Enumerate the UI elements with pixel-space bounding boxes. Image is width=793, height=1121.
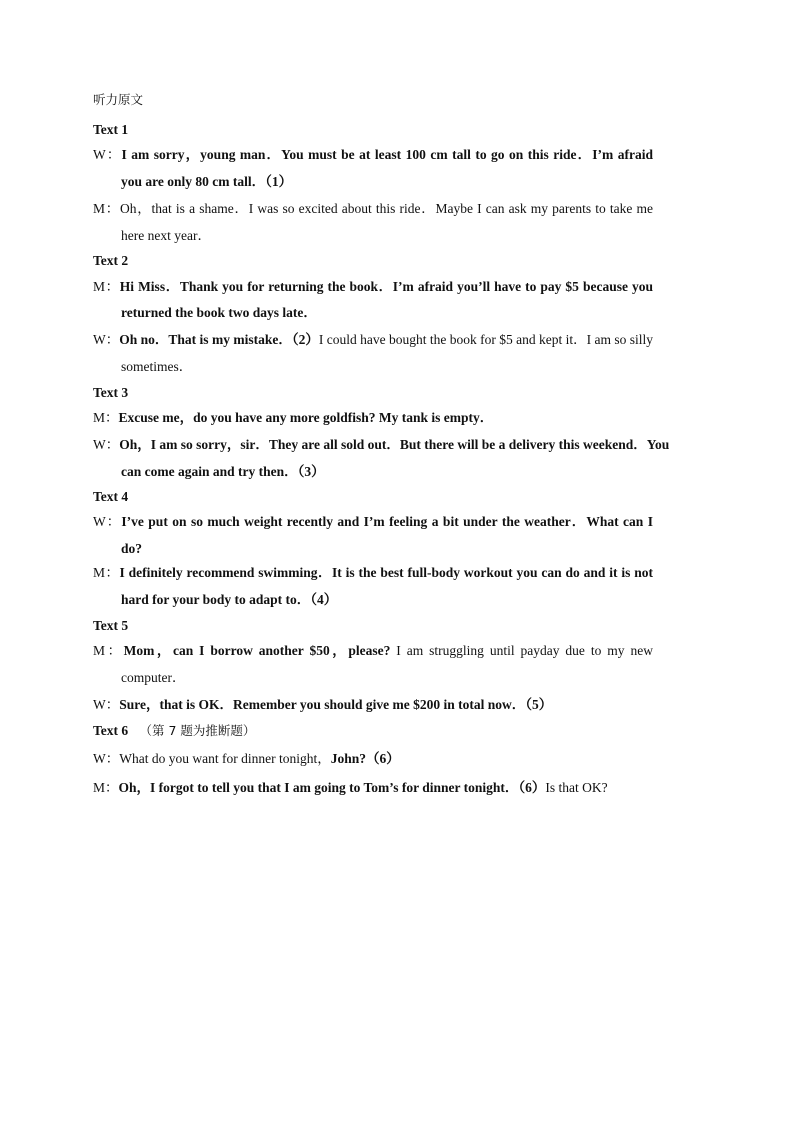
line-bold-text: Hi Miss．Thank you for returning the book．I’m afraid you’ll have to pay $5 because you [119, 279, 653, 294]
dialogue-line-continuation: computer． [121, 670, 186, 685]
dialogue-line [93, 330, 653, 350]
section-heading-label: Text 6 [93, 723, 129, 738]
speaker-label: M： [93, 565, 120, 580]
line-normal-text: I am struggling until payday due to my new [390, 643, 653, 658]
dialogue-line [93, 563, 653, 583]
section-heading-text-2: Text 2 [93, 253, 129, 268]
speaker-label: M： [93, 279, 120, 294]
section-heading-text-3: Text 3 [93, 385, 129, 400]
dialogue-line-continuation: you are only 80 cm tall．（1） [121, 174, 293, 189]
dialogue-line [93, 778, 653, 798]
line-normal-text: What do you want for dinner tonight， [119, 751, 331, 766]
speaker-label: W： [93, 332, 120, 347]
speaker-label: W： [93, 514, 122, 529]
speaker-label: W： [93, 147, 122, 162]
speaker-label: M： [93, 410, 119, 425]
line-bold-text: I’ve put on so much weight recently and I’m feeling a bit under the weather．What can I [121, 514, 653, 529]
dialogue-line [93, 512, 653, 532]
line-bold-text: I definitely recommend swimming．It is the best full-body workout you can do and it is not [119, 565, 653, 580]
dialogue-line-continuation: can come again and try then．（3） [121, 464, 325, 479]
line-bold-text: Oh，I am so sorry，sir．They are all sold out．But there will be a delivery this weekend．You [119, 437, 670, 452]
dialogue-line [93, 749, 653, 769]
line-bold-text: John?（6） [330, 751, 400, 766]
line-normal-text: Is that OK? [545, 780, 608, 795]
line-bold-text: Oh，I forgot to tell you that I am going to Tom’s for dinner tonight．（6） [118, 780, 546, 795]
dialogue-line [93, 695, 653, 715]
dialogue-line-continuation: here next year． [121, 228, 211, 243]
line-normal-text: I could have bought the book for $5 and kept it．I am so silly [318, 332, 653, 347]
speaker-label: M： [93, 643, 124, 658]
speaker-label: W： [93, 751, 120, 766]
speaker-label: M： [93, 780, 119, 795]
speaker-label: W： [93, 697, 120, 712]
dialogue-line [93, 641, 653, 661]
line-bold-text: Mom，can I borrow another $50，please? [123, 643, 391, 658]
dialogue-line-continuation: sometimes． [121, 359, 193, 374]
dialogue-line [93, 277, 653, 297]
section-heading-text-4: Text 4 [93, 489, 129, 504]
dialogue-line-continuation: returned the book two days late． [121, 305, 317, 320]
line-bold-text: Oh no．That is my mistake．（2） [119, 332, 319, 347]
line-normal-text: Oh，that is a shame．I was so excited about this ride．Maybe I can ask my parents to take me [120, 201, 653, 216]
dialogue-line-continuation: do? [121, 541, 143, 556]
section-heading-text-6 [93, 721, 255, 741]
dialogue-line [93, 199, 653, 219]
speaker-label: W： [93, 437, 120, 452]
dialogue-line-continuation: hard for your body to adapt to．（4） [121, 592, 338, 607]
dialogue-line [93, 145, 653, 165]
dialogue-line [93, 435, 670, 455]
section-heading-text-5: Text 5 [93, 618, 129, 633]
section-heading-text-1: Text 1 [93, 122, 129, 137]
section-heading-note: （第 7 题为推断题） [139, 723, 256, 738]
dialogue-line [93, 408, 653, 428]
line-bold-text: I am sorry，young man．You must be at least 100 cm tall to go on this ride．I’m afraid [121, 147, 653, 162]
line-bold-text: Sure，that is OK．Remember you should give me $200 in total now．（5） [119, 697, 553, 712]
speaker-label: M： [93, 201, 121, 216]
line-bold-text: Excuse me，do you have any more goldfish? My tank is empty． [118, 410, 494, 425]
document-title: 听力原文 [93, 92, 144, 107]
